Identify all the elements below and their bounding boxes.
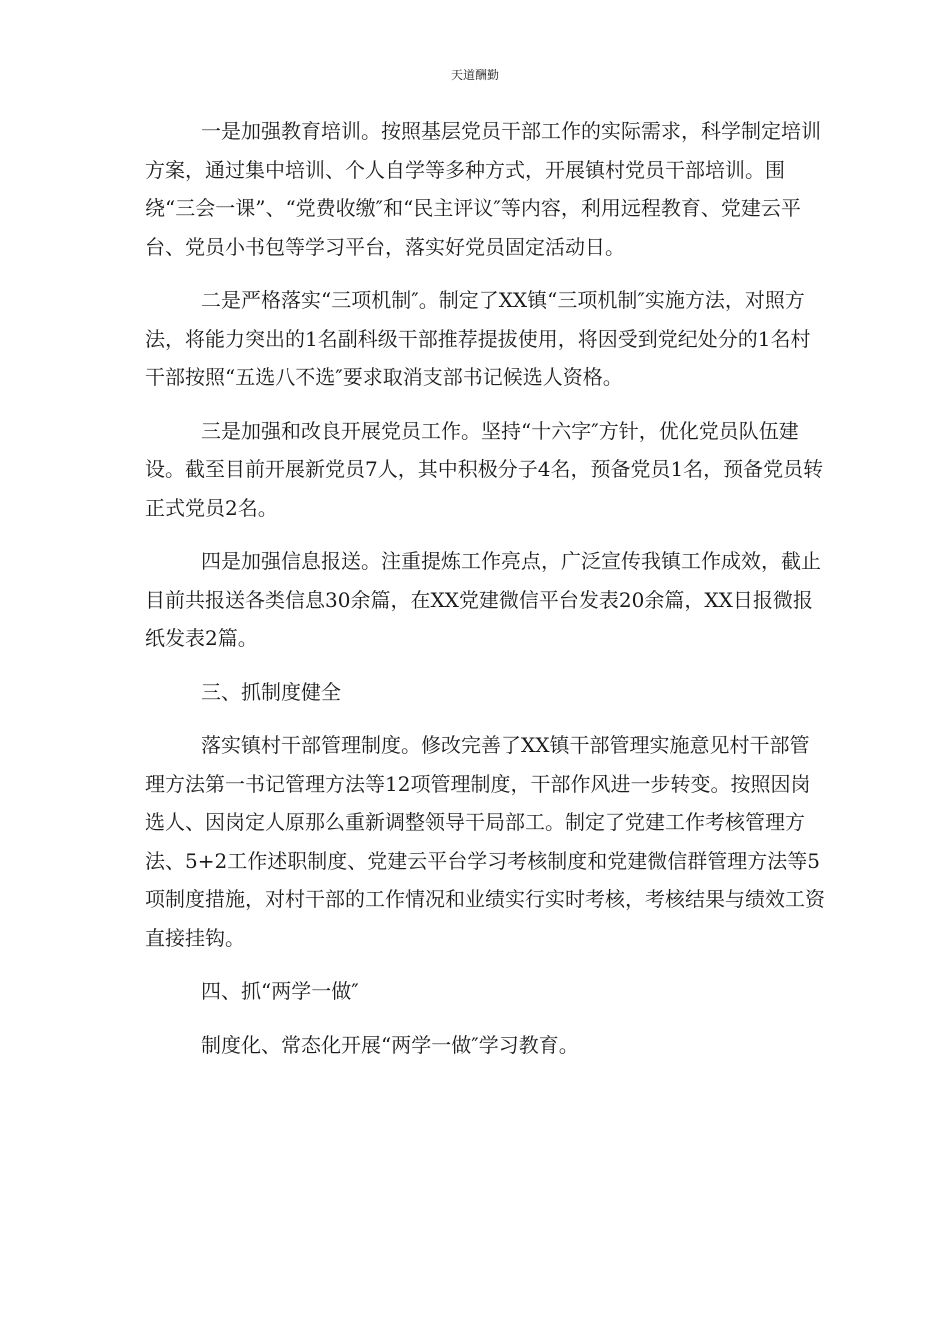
section-heading-two-studies: 四、抓“两学一做″ xyxy=(201,979,359,1003)
page-header: 天道酬勤 xyxy=(450,68,499,82)
section-heading-system: 三、抓制度健全 xyxy=(201,679,341,704)
paragraph-education-training: 一是加强教育培训。按照基层党员干部工作的实际需求，科学制定培训方案，通过集中培训、个人自学等多种方式，开展镇村党员干部培训。围绕“三会一课”、“党费收缴″和“民主评议″等内容，利用远程教育、党建云平台、党员小书包等学习平台，落实好党员固定活动日。 xyxy=(145,119,821,259)
document-body xyxy=(145,112,825,1079)
paragraph-cadre-management: 落实镇村干部管理制度。修改完善了XX镇干部管理实施意见村干部管理方法第一书记管理方法等12项管理制度，干部作风进一步转变。按照因岗选人、因岗定人原那么重新调整领导干局部工。制定了党建工作考核管理方法、5+2工作述职制度、党建云平台学习考核制度和党建微信群管理方法等5项制度措施，对村干部的工作情况和业绩实行实时考核，考核结果与绩效工资直接挂钩。 xyxy=(145,733,825,950)
paragraph-three-mechanisms: 二是严格落实“三项机制″。制定了XX镇“三项机制″实施方法，对照方法，将能力突出的1名副科级干部推荐提拔使用，将因受到党纪处分的1名村干部按照“五选八不选″要求取消支部书记候选人资格。 xyxy=(145,288,811,389)
paragraph-information-reporting: 四是加强信息报送。注重提炼工作亮点，广泛宣传我镇工作成效，截止目前共报送各类信息30余篇，在XX党建微信平台发表20余篇，XX日报微报纸发表2篇。 xyxy=(145,549,821,650)
paragraph-party-member-work: 三是加强和改良开展党员工作。坚持“十六字″方针，优化党员队伍建设。截至目前开展新党员7人，其中积极分子4名，预备党员1名，预备党员转正式党员2名。 xyxy=(145,418,824,520)
paragraph-two-studies-education: 制度化、常态化开展“两学一做″学习教育。 xyxy=(201,1032,579,1057)
